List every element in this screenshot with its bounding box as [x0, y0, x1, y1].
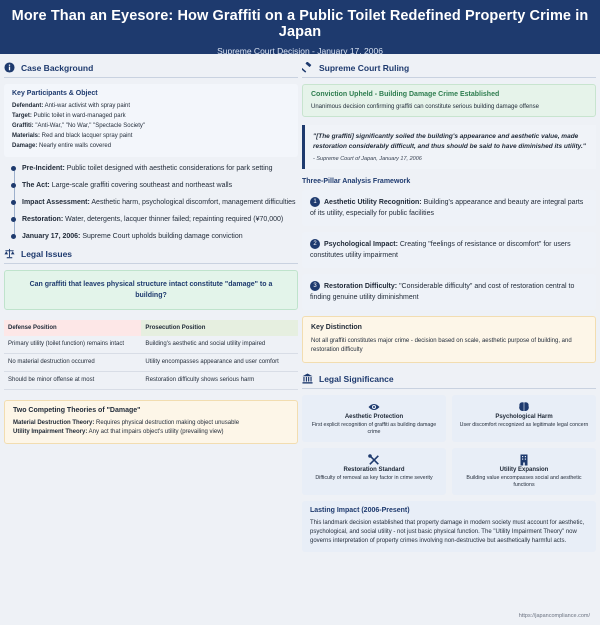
timeline-item	[22, 197, 298, 208]
quote-text: "[The graffiti] significantly soiled the building's appearance and aesthetic value, made restoration considerably difficult, and thus should be said to have diminished its utility."	[313, 133, 586, 150]
timeline-text: Supreme Court upholds building damage conviction	[80, 233, 243, 240]
significance-card	[302, 395, 446, 442]
timeline-item	[22, 231, 298, 242]
case-timeline	[4, 163, 298, 242]
pillar-number: 3	[310, 281, 320, 291]
pillar-item	[302, 190, 596, 226]
footer-url: https://japancompliance.com/	[518, 613, 590, 619]
courthouse-icon	[302, 373, 313, 384]
competing-theories-card	[4, 400, 298, 444]
scale-icon	[4, 248, 15, 259]
pillar-number: 1	[310, 197, 320, 207]
pillar-label: Psychological Impact:	[324, 241, 398, 248]
timeline-label: January 17, 2006:	[22, 233, 81, 240]
brain-icon	[518, 400, 530, 412]
lasting-impact-card	[302, 501, 596, 552]
participant-row	[12, 131, 290, 141]
pillar-item	[302, 232, 596, 268]
table-row	[4, 336, 298, 354]
participant-label: Target:	[12, 113, 32, 119]
positions-table	[4, 320, 298, 390]
tools-icon	[368, 453, 380, 465]
info-icon	[4, 62, 15, 73]
pillar-text: Building's appearance and beauty are integral parts of its utility, especially for public facilities	[310, 199, 584, 217]
quote-attribution: - Supreme Court of Japan, January 17, 2006	[313, 156, 422, 162]
central-question: Can graffiti that leaves physical structure intact constitute "damage" to a building?	[4, 270, 298, 310]
timeline-label: Pre-Incident:	[22, 165, 65, 172]
timeline-label: The Act:	[22, 182, 50, 189]
timeline-item	[22, 163, 298, 174]
supreme-court-ruling-heading: Supreme Court Ruling	[302, 62, 596, 78]
significance-card-title: Restoration Standard	[343, 467, 405, 473]
building-icon	[518, 453, 530, 465]
significance-card-title: Aesthetic Protection	[344, 414, 404, 420]
significance-card-desc: Building value encompasses social and aesthetic functions	[466, 475, 582, 488]
page-subtitle: Supreme Court Decision - January 17, 2006	[217, 46, 383, 56]
key-participants-card	[4, 84, 298, 157]
participant-value: "Anti-War," "No War," "Spectacle Society"	[33, 123, 146, 129]
participant-label: Damage:	[12, 143, 38, 149]
participant-row	[12, 101, 290, 111]
verdict-title: Conviction Upheld - Building Damage Crime Established	[311, 91, 500, 98]
eye-icon	[368, 400, 380, 412]
theory-text: Any act that impairs object's utility (prevailing view)	[87, 429, 224, 435]
pillar-item	[302, 274, 596, 310]
distinction-title: Key Distinction	[311, 324, 362, 331]
key-participants-title: Key Participants & Object	[12, 90, 98, 97]
prosecution-cell: Restoration difficulty shows serious harm	[141, 372, 298, 390]
theory-text: Requires physical destruction making object unusable	[94, 420, 240, 426]
participant-label: Defendant:	[12, 103, 44, 109]
significance-card	[302, 448, 446, 495]
defense-cell: Should be minor offense at most	[4, 372, 141, 390]
pillar-number: 2	[310, 239, 320, 249]
significance-card-desc: User discomfort recognized as legitimate legal concern	[459, 422, 589, 428]
defense-cell: Primary utility (toilet function) remains intact	[4, 336, 141, 354]
timeline-text: Water, detergents, lacquer thinner failed; repainting required (¥70,000)	[63, 216, 284, 223]
gavel-icon	[302, 62, 313, 73]
defense-header: Defense Position	[4, 320, 141, 336]
prosecution-cell: Building's aesthetic and social utility impaired	[141, 336, 298, 354]
court-quote	[302, 125, 596, 169]
participant-value: Nearly entire walls covered	[37, 143, 112, 149]
verdict-text: Unanimous decision confirming graffiti can constitute serious building damage offense	[311, 104, 539, 110]
page-header	[0, 0, 600, 54]
timeline-item	[22, 214, 298, 225]
participant-row	[12, 111, 290, 121]
legal-issues-heading: Legal Issues	[4, 248, 298, 264]
theories-title: Two Competing Theories of "Damage"	[13, 407, 141, 414]
theory-row	[13, 419, 289, 428]
framework-title: Three-Pillar Analysis Framework	[302, 178, 411, 185]
prosecution-cell: Utility encompasses appearance and user comfort	[141, 354, 298, 372]
defense-cell: No material destruction occurred	[4, 354, 141, 372]
table-row	[4, 354, 298, 372]
significance-card	[452, 395, 596, 442]
table-row	[4, 372, 298, 390]
lasting-title: Lasting Impact (2006-Present)	[310, 507, 410, 514]
significance-card	[452, 448, 596, 495]
significance-card-title: Utility Expansion	[499, 467, 549, 473]
participant-row	[12, 121, 290, 131]
participant-label: Materials:	[12, 133, 41, 139]
significance-card-title: Psychological Harm	[495, 414, 553, 420]
right-column	[302, 56, 596, 552]
prosecution-header: Prosecution Position	[141, 320, 298, 336]
lasting-text: This landmark decision established that property damage in modern society must account for aesthetic, psychological, and social utility - not just basic physical function. The "Utility Impairment Theory" now governs interpretation of property crimes involving non-destructive but aesthetically harmful acts.	[310, 520, 585, 544]
verdict-card	[302, 84, 596, 117]
significance-grid	[302, 395, 596, 495]
theory-label: Material Destruction Theory:	[13, 420, 95, 426]
left-column	[4, 56, 298, 444]
legal-significance-heading: Legal Significance	[302, 373, 596, 389]
theory-label: Utility Impairment Theory:	[13, 429, 88, 435]
pillar-text: "Considerable difficulty" and cost of restoration central to finding genuine utility diminishment	[310, 283, 575, 301]
distinction-text: Not all graffiti constitutes major crime - decision based on scale, aesthetic purpose of building, and restoration difficulty	[311, 338, 572, 353]
timeline-text: Aesthetic harm, psychological discomfort, management difficulties	[89, 199, 296, 206]
pillar-label: Restoration Difficulty:	[324, 283, 398, 290]
timeline-item	[22, 180, 298, 191]
participant-value: Red and black lacquer spray paint	[40, 133, 133, 139]
timeline-label: Restoration:	[22, 216, 64, 223]
pillar-text: Creating "feelings of resistance or discomfort" for users constitutes utility impairment	[310, 241, 571, 259]
participant-row	[12, 141, 290, 151]
timeline-label: Impact Assessment:	[22, 199, 90, 206]
pillar-label: Aesthetic Utility Recognition:	[324, 199, 422, 206]
theory-row	[13, 428, 289, 437]
case-background-heading: Case Background	[4, 62, 298, 78]
timeline-text: Public toilet designed with aesthetic considerations for park setting	[64, 165, 273, 172]
significance-card-desc: Difficulty of removal as key factor in crime severity	[315, 475, 433, 481]
page-title: More Than an Eyesore: How Graffiti on a Public Toilet Redefined Property Crime in Japan	[11, 8, 589, 40]
significance-card-desc: First explicit recognition of graffiti as building damage crime	[311, 422, 437, 435]
timeline-text: Large-scale graffiti covering southeast and northeast walls	[49, 182, 233, 189]
key-distinction-card	[302, 316, 596, 363]
participant-label: Graffiti:	[12, 123, 34, 129]
participant-value: Anti-war activist with spray paint	[43, 103, 131, 109]
participant-value: Public toilet in ward-managed park	[31, 113, 126, 119]
